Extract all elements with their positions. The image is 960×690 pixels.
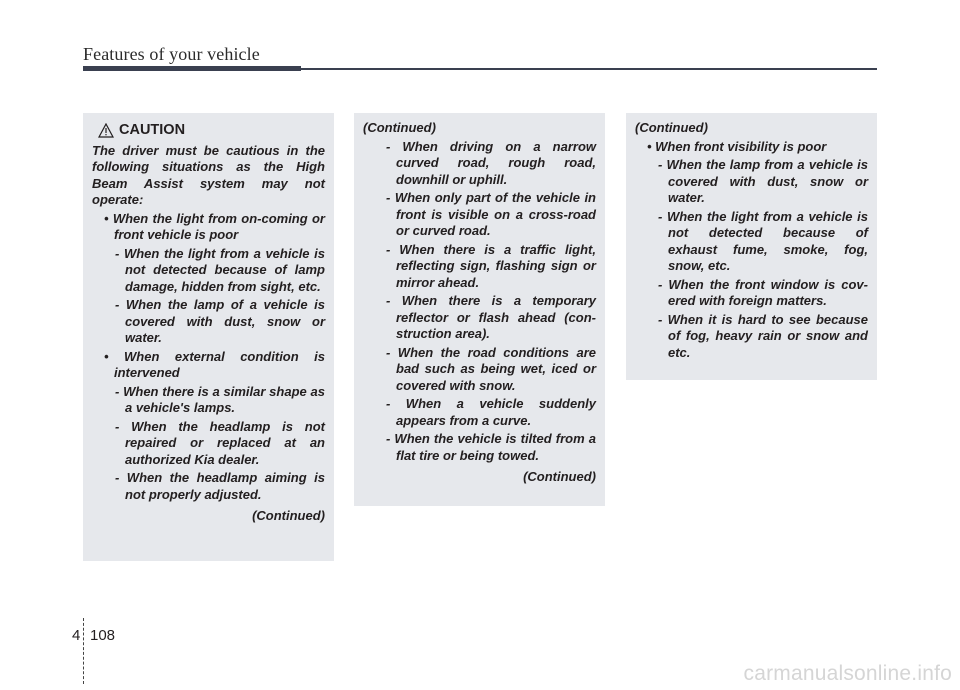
sub-item: - When the lamp from a vehicle is covered with dust, snow or water.	[658, 157, 868, 205]
bullet-item: • When external condition is intervened	[104, 348, 325, 380]
sub-item: - When there is a traffic light, reflecting sign, flashing sign or mirror ahead.	[386, 241, 596, 290]
continued-panel-3	[626, 113, 877, 380]
watermark: carmanualsonline.info	[743, 662, 952, 685]
sub-item: - When only part of the vehicle in front is visible on a cross-road or curved road.	[386, 190, 596, 238]
caution-title: CAUTION	[119, 122, 186, 138]
sub-item: - When there is a temporary reflector or flash ahead (con-struction area).	[386, 293, 596, 341]
sub-item: - When the vehicle is tilted from a flat tire or being towed.	[386, 431, 596, 463]
header-rule-thin	[301, 68, 877, 70]
sub-item: - When there is a similar shape as a vehicle's lamps.	[115, 383, 325, 415]
caution-heading	[98, 122, 325, 139]
sub-item: - When the road conditions are bad such as being wet, iced or covered with snow.	[386, 344, 596, 393]
sub-item: - When it is hard to see because of fog, heavy rain or snow and etc.	[658, 311, 868, 360]
continued-panel-2	[354, 113, 605, 506]
caution-intro: The driver must be cautious in the following situations as the High Beam Assist system may not operate:	[92, 142, 325, 207]
sub-item: - When the headlamp aiming is not properly adjusted.	[115, 470, 325, 502]
sub-item: - When the headlamp is not repaired or replaced at an authorized Kia dealer.	[115, 418, 325, 467]
sub-item: - When the light from a vehicle is not detected because of exhaust fume, smoke, fog, snow, etc.	[658, 208, 868, 273]
sub-item: - When a vehicle suddenly appears from a curve.	[386, 396, 596, 428]
continued-header: (Continued)	[635, 120, 708, 135]
continued-footer: (Continued)	[523, 469, 596, 484]
page-number: 108	[90, 627, 116, 644]
warning-triangle-icon	[98, 123, 114, 138]
header-rule-thick	[83, 66, 301, 71]
section-title: Features of your vehicle	[83, 44, 260, 64]
bullet-item: • When front visibility is poor	[647, 138, 827, 154]
sub-item: - When the light from a vehicle is not detected because of lamp damage, hidden from sight, etc.	[115, 245, 325, 294]
sub-item: - When the lamp of a vehicle is covered with dust, snow or water.	[115, 297, 325, 345]
caution-panel	[83, 113, 334, 561]
sub-item: - When the front window is cov-ered with foreign matters.	[658, 276, 868, 308]
sub-item: - When driving on a narrow curved road, rough road, downhill or uphill.	[386, 138, 596, 187]
continued-footer: (Continued)	[252, 508, 325, 523]
continued-header: (Continued)	[363, 120, 436, 135]
bullet-item: • When the light from on-coming or front vehicle is poor	[104, 210, 325, 242]
page-divider	[83, 618, 85, 684]
chapter-number: 4	[72, 627, 81, 644]
